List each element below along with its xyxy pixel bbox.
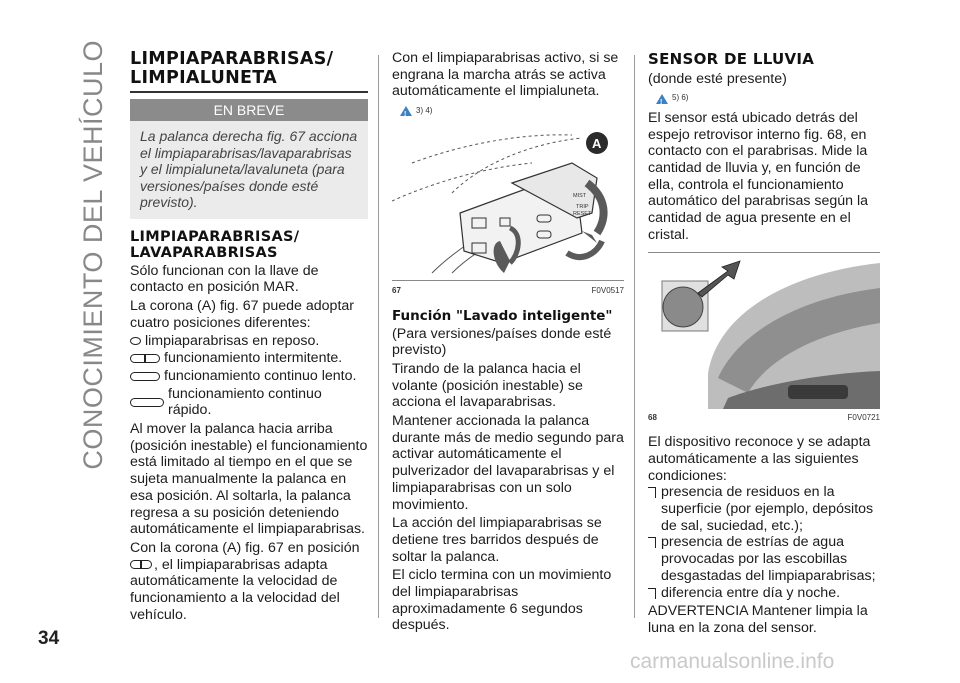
position-label: funcionamiento intermitente. [164,350,343,367]
subsection-title-line2: LAVAPARABRISAS [130,244,278,261]
intermittent-position-icon [130,560,152,569]
slow-position-icon [130,372,160,381]
brief-header: EN BREVE [130,99,368,122]
wiper-lever-illustration [392,123,624,281]
section-title: SENSOR DE LLUVIA [648,50,815,68]
figure-code: F0V0517 [591,285,624,295]
bullet-icon [648,487,656,498]
warning-reference: ! 5) 6) [656,90,880,107]
position-item [130,368,368,385]
fast-position-icon [130,398,164,407]
lever-label-trip: TRIP [576,203,589,210]
section-title-line1: LIMPIAPARABRISAS/ [130,49,334,69]
paragraph: Sólo funcionan con la llave de contacto en posición MAR. [130,262,319,296]
rain-sensor-photo [648,253,880,409]
paragraph: (Para versiones/países donde esté previsto) [392,325,612,359]
position-label: limpiaparabrisas en reposo. [145,332,320,349]
lever-label-mist: MIST [573,192,587,199]
column-divider [378,55,379,618]
list-item: presencia de estrías de agua provocadas por las escobillas desgastadas del limpiaparabrisas; [648,534,880,584]
warning-reference: ! 3) 4) [400,103,624,120]
figure-67 [392,123,624,281]
figure-caption [648,410,880,427]
figure-number: 68 [648,412,657,422]
paragraph: La acción del limpiaparabrisas se detiene tres barridos después de soltar la palanca. [392,515,602,565]
section-title [130,50,368,87]
watermark: carmanualsonline.info [630,650,835,673]
intermittent-position-icon [130,354,160,363]
figure-68 [648,252,880,408]
section-title-line2: LIMPIALUNETA [130,67,278,88]
warning-triangle-icon [400,106,412,116]
paragraph: El sensor está ubicado detrás del espejo retrovisor interno fig. 68, en contacto con el parabrisas. Mide la cantidad de lluvia y, en función de ella, controla el funcionamiento automático del parabrisas según la cantidad de agua presente en el cristal. [648,109,869,243]
bullet-icon [648,537,656,548]
paragraph: Mantener accionada la palanca durante más de medio segundo para activar automáticamente el pulverizador del lavaparabrisas y el limpiaparabrisas con un solo movimiento. [392,413,624,513]
off-position-icon [130,337,141,345]
list-item: presencia de residuos en la superficie (por ejemplo, depósitos de sal, suciedad, etc.); [648,484,880,534]
figure-caption [392,283,624,300]
position-item [130,386,368,419]
page-number: 34 [38,628,60,649]
figure-number: 67 [392,285,401,295]
position-item [130,333,368,350]
figure-code: F0V0721 [847,412,880,422]
paragraph: El ciclo termina con un movimiento del limpiaparabrisas aproximadamente 6 segundos después. [392,567,612,634]
position-label: funcionamiento continuo rápido. [168,385,322,419]
title-rule [130,91,368,93]
paragraph: El dispositivo reconoce y se adapta automáticamente a las siguientes condiciones: [648,434,871,484]
column-divider [634,55,635,618]
brief-text: La palanca derecha fig. 67 acciona el limpiaparabrisas/lavaparabrisas y el limpialuneta/lavaluneta (para versiones/países donde esté previsto). [140,128,358,211]
position-label: funcionamiento continuo lento. [164,367,357,384]
paragraph: Con la corona (A) fig. 67 en posición , el limpiaparabrisas adapta automáticamente la velocidad de funcionamiento a la velocidad del vehículo. [130,539,360,623]
paragraph: La corona (A) fig. 67 puede adoptar cuatro posiciones diferentes: [130,298,355,331]
bullet-icon [648,588,656,599]
lever-label-reset: RESET [573,210,592,217]
column-middle [392,50,624,634]
brief-box [130,99,368,219]
paragraph: Al mover la palanca hacia arriba (posición inestable) el funcionamiento está limitado al tiempo en el que se sujeta manualmente la palanca en esa posición. Al soltarla, la palanca regresa a su posición deteniendo automáticamente el limpiaparabrisas. [130,421,368,538]
paragraph: Con el limpiaparabrisas activo, si se engrana la marcha atrás se activa automáticamente el limpialuneta. [392,50,619,100]
column-left [130,50,368,623]
column-right [648,50,880,637]
position-item [130,350,368,367]
paragraph: Tirando de la palanca hacia el volante (posición inestable) se acciona el lavaparabrisas. [392,360,583,411]
paragraph: ADVERTENCIA Mantener limpia la luna en la zona del sensor. [648,603,868,636]
subsection-title-line1: LIMPIAPARABRISAS/ [130,228,300,245]
subsection-title: Función "Lavado inteligente" [392,307,613,324]
paragraph: (donde esté presente) [648,70,787,87]
warning-triangle-icon [656,94,668,104]
subsection-title [130,229,368,261]
list-item: diferencia entre día y noche. [648,585,880,602]
label-a: A [592,135,602,151]
side-section-title: CONOCIMIENTO DEL VEHÍCULO [78,40,108,470]
